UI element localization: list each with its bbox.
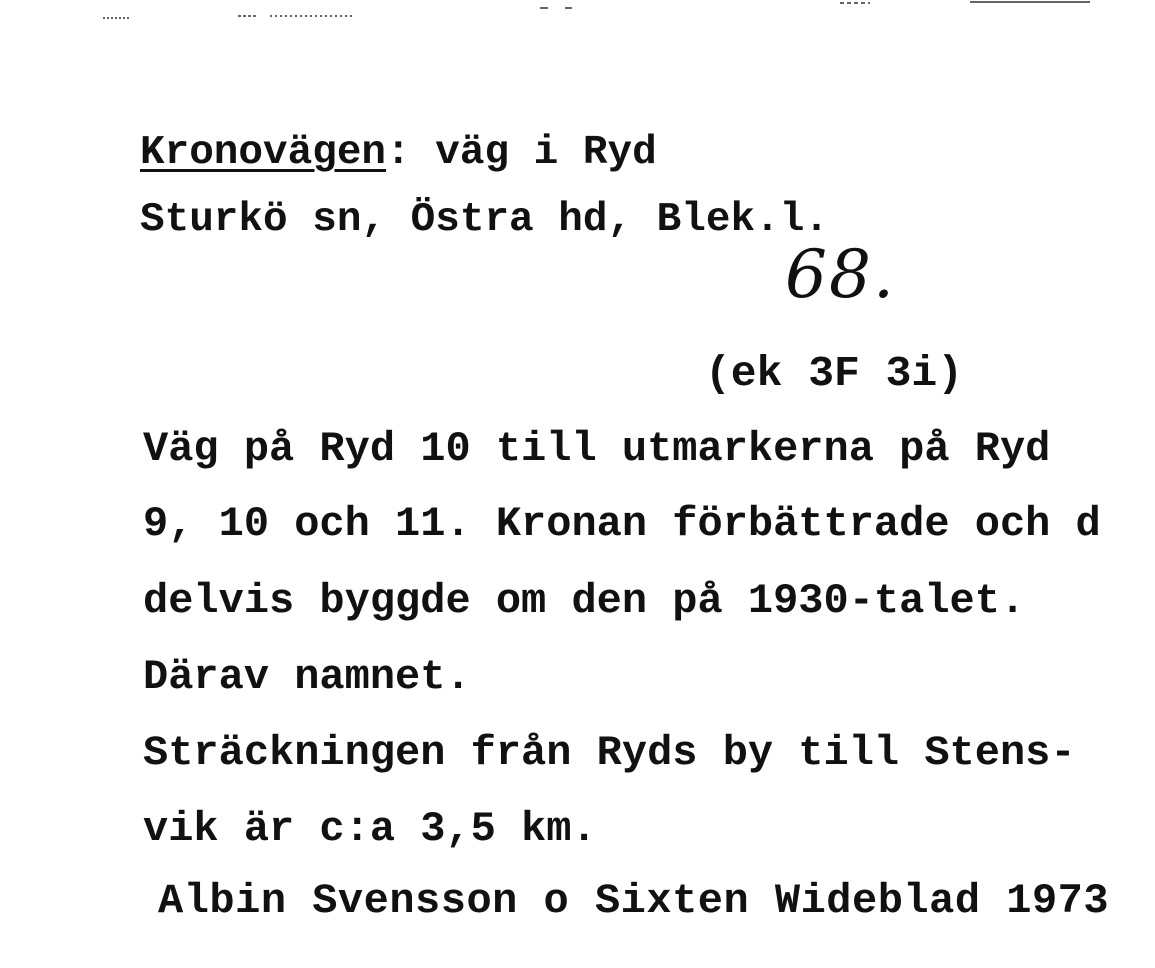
body-line: delvis byggde om den på 1930-talet. (143, 577, 1026, 625)
heading-line (140, 130, 657, 176)
reference: (ek 3F 3i) (705, 349, 964, 398)
body-line: Därav namnet. (143, 653, 471, 701)
scan-specks (0, 0, 1155, 30)
body-line: Väg på Ryd 10 till utmarkerna på Ryd (143, 425, 1051, 473)
body-line: vik är c:a 3,5 km. (143, 805, 597, 853)
signature: Albin Svensson o Sixten Wideblad 1973 (158, 877, 1110, 925)
heading-description: : väg i Ryd (386, 130, 657, 176)
body-line: Sträckningen från Ryds by till Stens- (143, 729, 1076, 777)
body-line: 9, 10 och 11. Kronan förbättrade och d (143, 500, 1101, 548)
heading-name: Kronovägen (140, 130, 387, 176)
place-line: Sturkö sn, Östra hd, Blek.l. (140, 197, 829, 243)
handwritten-number: 68. (785, 236, 896, 313)
